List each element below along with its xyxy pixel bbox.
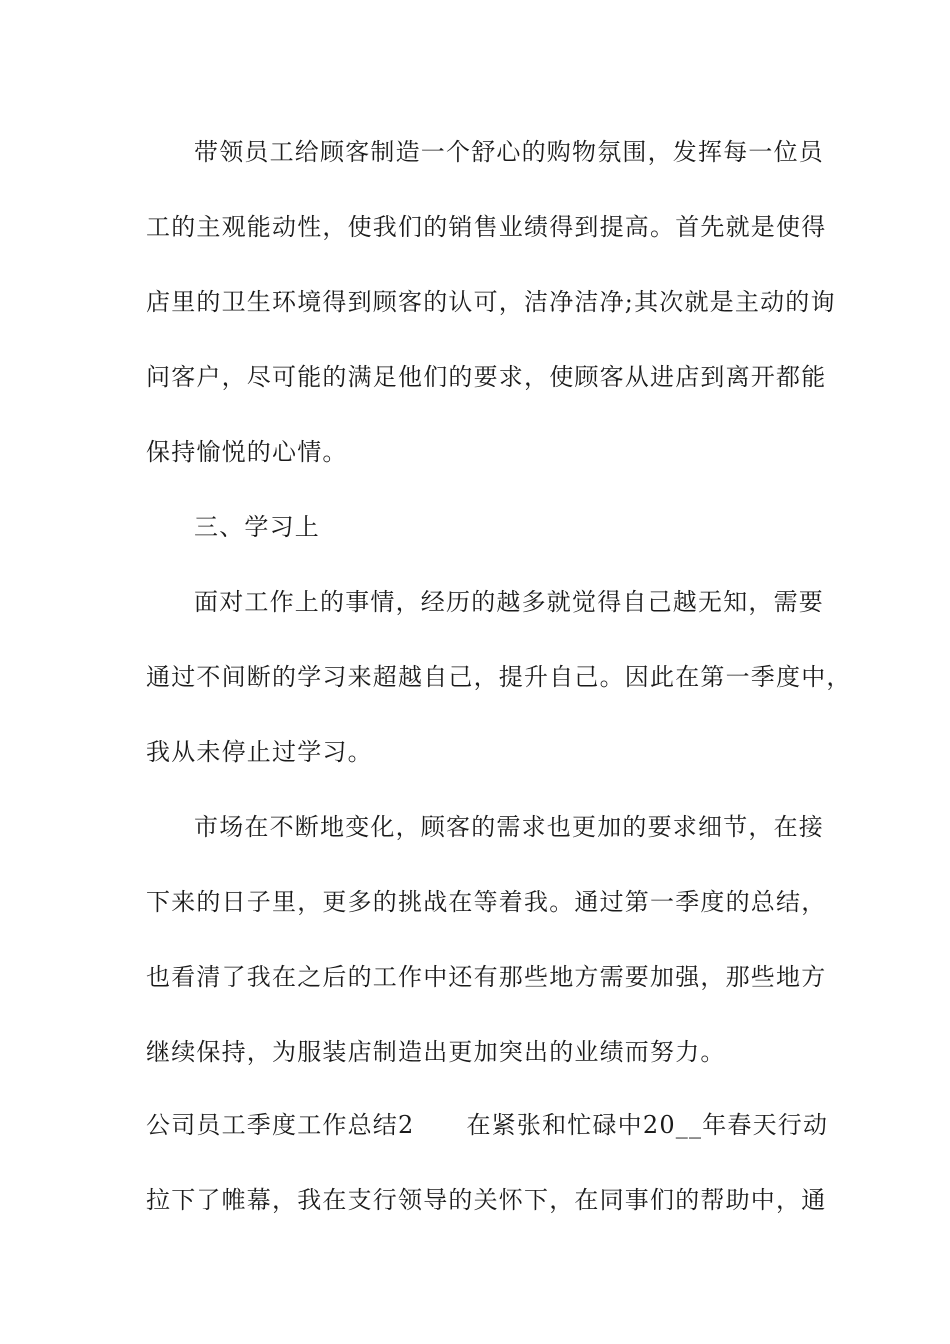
paragraph-line: 我从未停止过学习。: [146, 738, 373, 766]
paragraph-line: 继续保持，为服装店制造出更加突出的业绩而努力。: [146, 1038, 726, 1066]
paragraph-line: 市场在不断地变化，顾客的需求也更加的要求细节，在接: [194, 813, 824, 841]
paragraph-line: 拉下了帷幕，我在支行领导的关怀下，在同事们的帮助中，通: [146, 1186, 827, 1214]
paragraph-line: 保持愉悦的心情。: [146, 438, 348, 466]
paragraph-line: 也看清了我在之后的工作中还有那些地方需要加强，那些地方: [146, 963, 827, 991]
section2-first-line: 在紧张和忙碌中20__年春天行动: [466, 1111, 829, 1139]
section2-title: 公司员工季度工作总结2: [146, 1111, 415, 1139]
section2-heading-line: [146, 1111, 828, 1139]
section-heading: 三、学习上: [194, 513, 320, 541]
paragraph-line: 工的主观能动性，使我们的销售业绩得到提高。首先就是使得: [146, 213, 827, 241]
paragraph-line: 下来的日子里，更多的挑战在等着我。通过第一季度的总结，: [146, 888, 827, 916]
paragraph-line: 店里的卫生环境得到顾客的认可，洁净洁净;其次就是主动的询: [146, 288, 836, 316]
paragraph-line: 带领员工给顾客制造一个舒心的购物氛围，发挥每一位员: [194, 138, 824, 166]
paragraph-line: 面对工作上的事情，经历的越多就觉得自己越无知，需要: [194, 588, 824, 616]
paragraph-line: 通过不间断的学习来超越自己，提升自己。因此在第一季度中，: [146, 663, 852, 691]
paragraph-line: 问客户，尽可能的满足他们的要求，使顾客从进店到离开都能: [146, 363, 827, 391]
